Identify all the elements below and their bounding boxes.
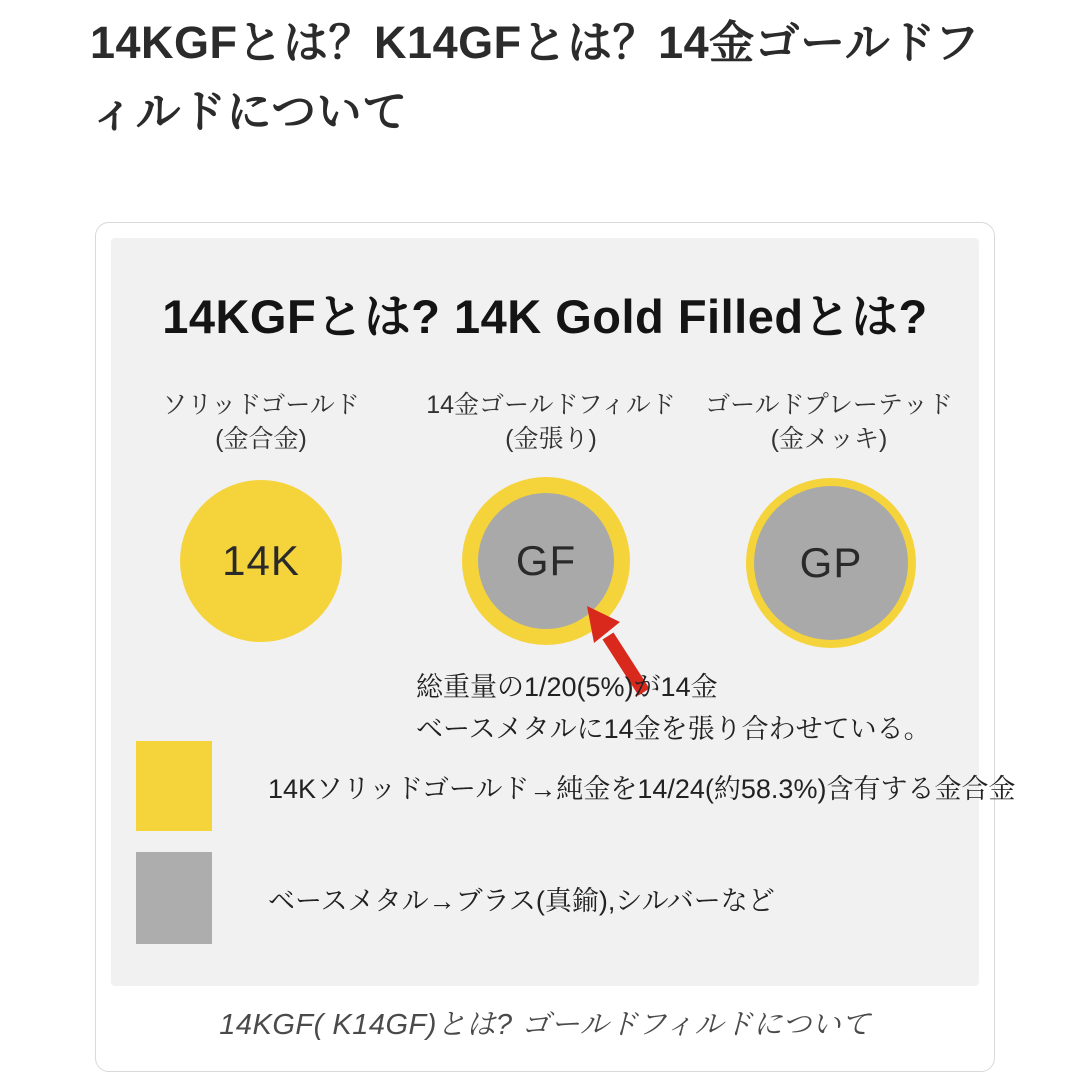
article-heading: 14KGFとは？K14GFとは？14金ゴールドフィルドについて [90, 17, 980, 137]
label-gold-plated-line2: (金メッキ) [770, 425, 888, 453]
label-gold-plated [679, 388, 979, 456]
legend-item-solid-gold [136, 741, 1015, 831]
annotation-line1: 総重量の1/20(5%)が14金 [416, 672, 718, 702]
gold-plated-circle-label: GP [799, 539, 863, 586]
solid-gold-circle [180, 480, 342, 642]
label-solid-gold-line2: (金合金) [215, 425, 307, 453]
label-solid-gold [111, 388, 411, 456]
figure-panel [111, 238, 1016, 986]
label-gold-plated-line1: ゴールドプレーテッド [705, 391, 953, 419]
legend-solid-gold-text: 14Kソリッドゴールド→純金を14/24(約58.3%)含有する金合金 [268, 773, 1016, 804]
figure-title: 14KGFとは? 14K Gold Filledとは? [162, 290, 928, 343]
legend-item-base-metal [136, 852, 775, 944]
base-metal-swatch [136, 852, 212, 944]
label-solid-gold-line1: ソリッドゴールド [162, 391, 360, 419]
label-gold-filled [401, 388, 701, 456]
figure-caption: 14KGF( K14GF)とは? ゴールドフィルドについて [219, 1009, 871, 1041]
legend-base-metal-text: ベースメタル→ブラス(真鍮),シルバーなど [268, 885, 775, 916]
gold-filled-annotation [416, 666, 976, 750]
annotation-line2: ベースメタルに14金を張り合わせている。 [416, 714, 931, 744]
label-gold-filled-line1: 14金ゴールドフィルド [426, 391, 676, 419]
gold-filled-circle-label: GF [515, 537, 577, 584]
label-gold-filled-line2: (金張り) [505, 425, 597, 453]
gold-plated-core [754, 486, 908, 640]
gold-swatch [136, 741, 212, 831]
solid-gold-circle-label: 14K [222, 537, 300, 584]
figure-card [95, 222, 1016, 1072]
gold-plated-circle [746, 478, 916, 648]
